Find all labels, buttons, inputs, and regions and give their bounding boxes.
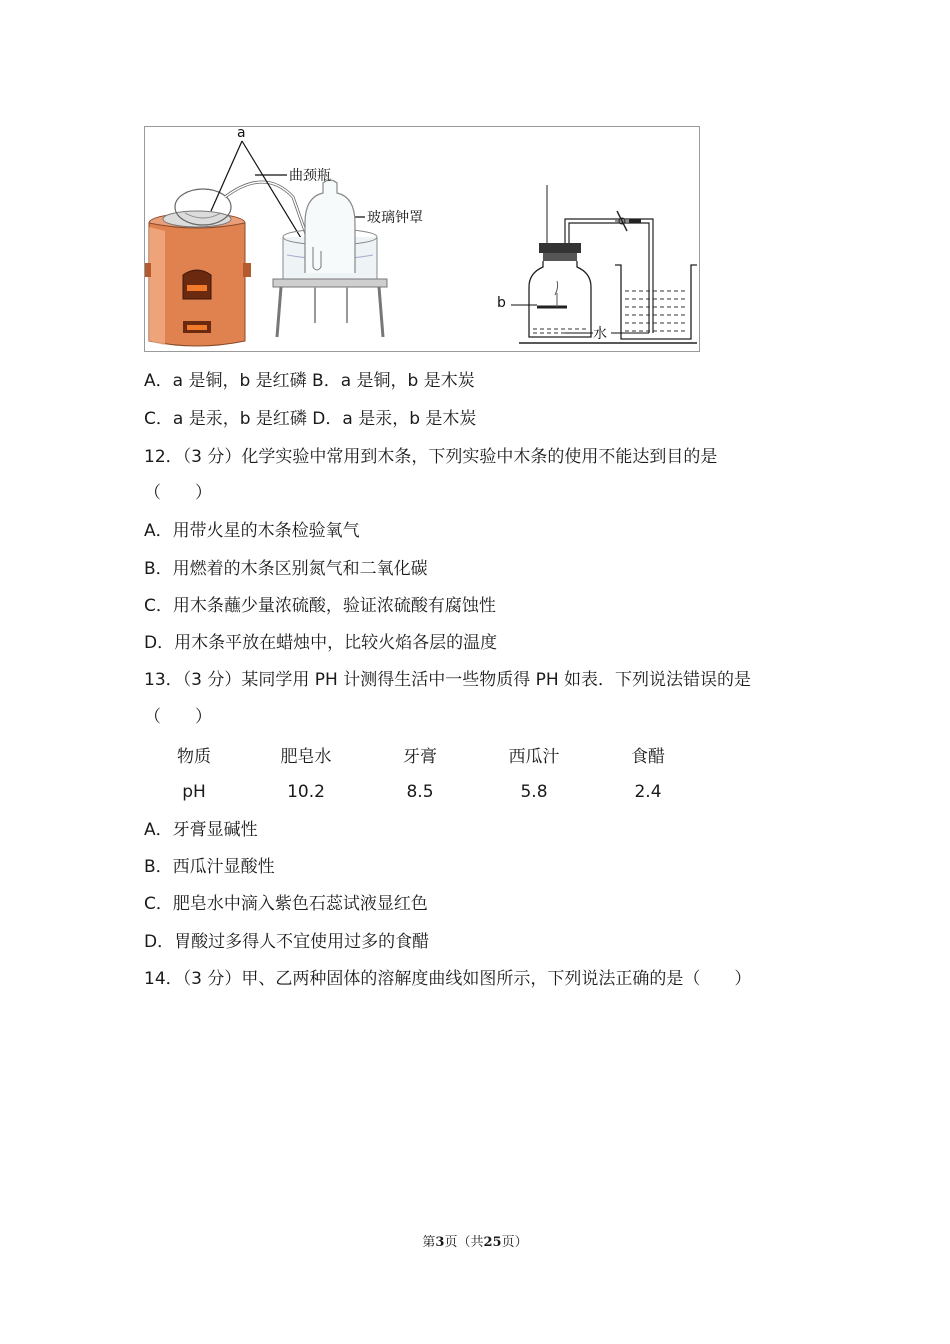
- q13-paren: （ ）: [144, 707, 212, 727]
- q12-option-a: A．用带火星的木条检验氧气: [144, 521, 360, 541]
- q13-stem: 13．（3 分）某同学用 PH 计测得生活中一些物质得 PH 如表．下列说法错误的是: [144, 670, 752, 690]
- footer-mid: 页（共: [444, 1235, 484, 1250]
- q12-paren: （ ）: [144, 483, 212, 503]
- q12-option-c: C．用木条蘸少量浓硫酸，验证浓硫酸有腐蚀性: [144, 596, 496, 616]
- ph-table-cell: 8.5: [406, 782, 434, 802]
- footer-suffix: 页）: [501, 1235, 528, 1250]
- ph-table-header-cell: 食醋: [631, 747, 665, 767]
- ph-table-cell: 2.4: [634, 782, 662, 802]
- label-retort: 曲颈瓶: [289, 168, 331, 184]
- q12-option-b: B．用燃着的木条区别氮气和二氧化碳: [144, 559, 428, 579]
- label-a: a: [237, 125, 246, 141]
- ph-table-header-cell: 物质: [177, 747, 211, 767]
- experiment-figure: [144, 126, 700, 352]
- q11-options-cd: C．a 是汞，b 是红磷 D．a 是汞，b 是木炭: [144, 409, 477, 429]
- ph-table-cell: 5.8: [520, 782, 548, 802]
- apparatus-drawing: [145, 127, 701, 353]
- label-b: b: [497, 295, 506, 311]
- ph-table-header-cell: 肥皂水: [280, 747, 332, 767]
- trough-and-bell-jar: [273, 180, 387, 337]
- ph-table-cell: pH: [182, 782, 206, 802]
- footer-prefix: 第: [422, 1235, 436, 1250]
- q13-option-c: C．肥皂水中滴入紫色石蕊试液显红色: [144, 894, 428, 914]
- q11-options-ab: A．a 是铜，b 是红磷 B．a 是铜，b 是木炭: [144, 371, 475, 391]
- ph-table-header: [144, 742, 704, 766]
- water-beaker: [519, 265, 697, 343]
- q13-option-b: B．西瓜汁显酸性: [144, 857, 275, 877]
- footer-page-number: 3: [435, 1235, 445, 1250]
- label-bell-jar: 玻璃钟罩: [367, 210, 423, 226]
- label-water: 水: [593, 326, 607, 342]
- page-footer: [0, 1231, 950, 1250]
- furnace: [145, 211, 251, 346]
- q13-option-a: A．牙膏显碱性: [144, 820, 258, 840]
- ph-table-header-cell: 西瓜汁: [508, 747, 560, 767]
- footer-total-pages: 25: [483, 1235, 502, 1250]
- q12-stem: 12．（3 分）化学实验中常用到木条，下列实验中木条的使用不能达到目的是: [144, 447, 718, 467]
- q14-stem: 14．（3 分）甲、乙两种固体的溶解度曲线如图所示，下列说法正确的是（ ）: [144, 969, 752, 989]
- ph-table-cell: 10.2: [287, 782, 325, 802]
- combustion-bottle: [511, 185, 653, 337]
- ph-table-row: [144, 782, 704, 806]
- q12-option-d: D．用木条平放在蜡烛中，比较火焰各层的温度: [144, 633, 498, 653]
- ph-table-header-cell: 牙膏: [403, 747, 437, 767]
- q13-option-d: D．胃酸过多得人不宜使用过多的食醋: [144, 932, 430, 952]
